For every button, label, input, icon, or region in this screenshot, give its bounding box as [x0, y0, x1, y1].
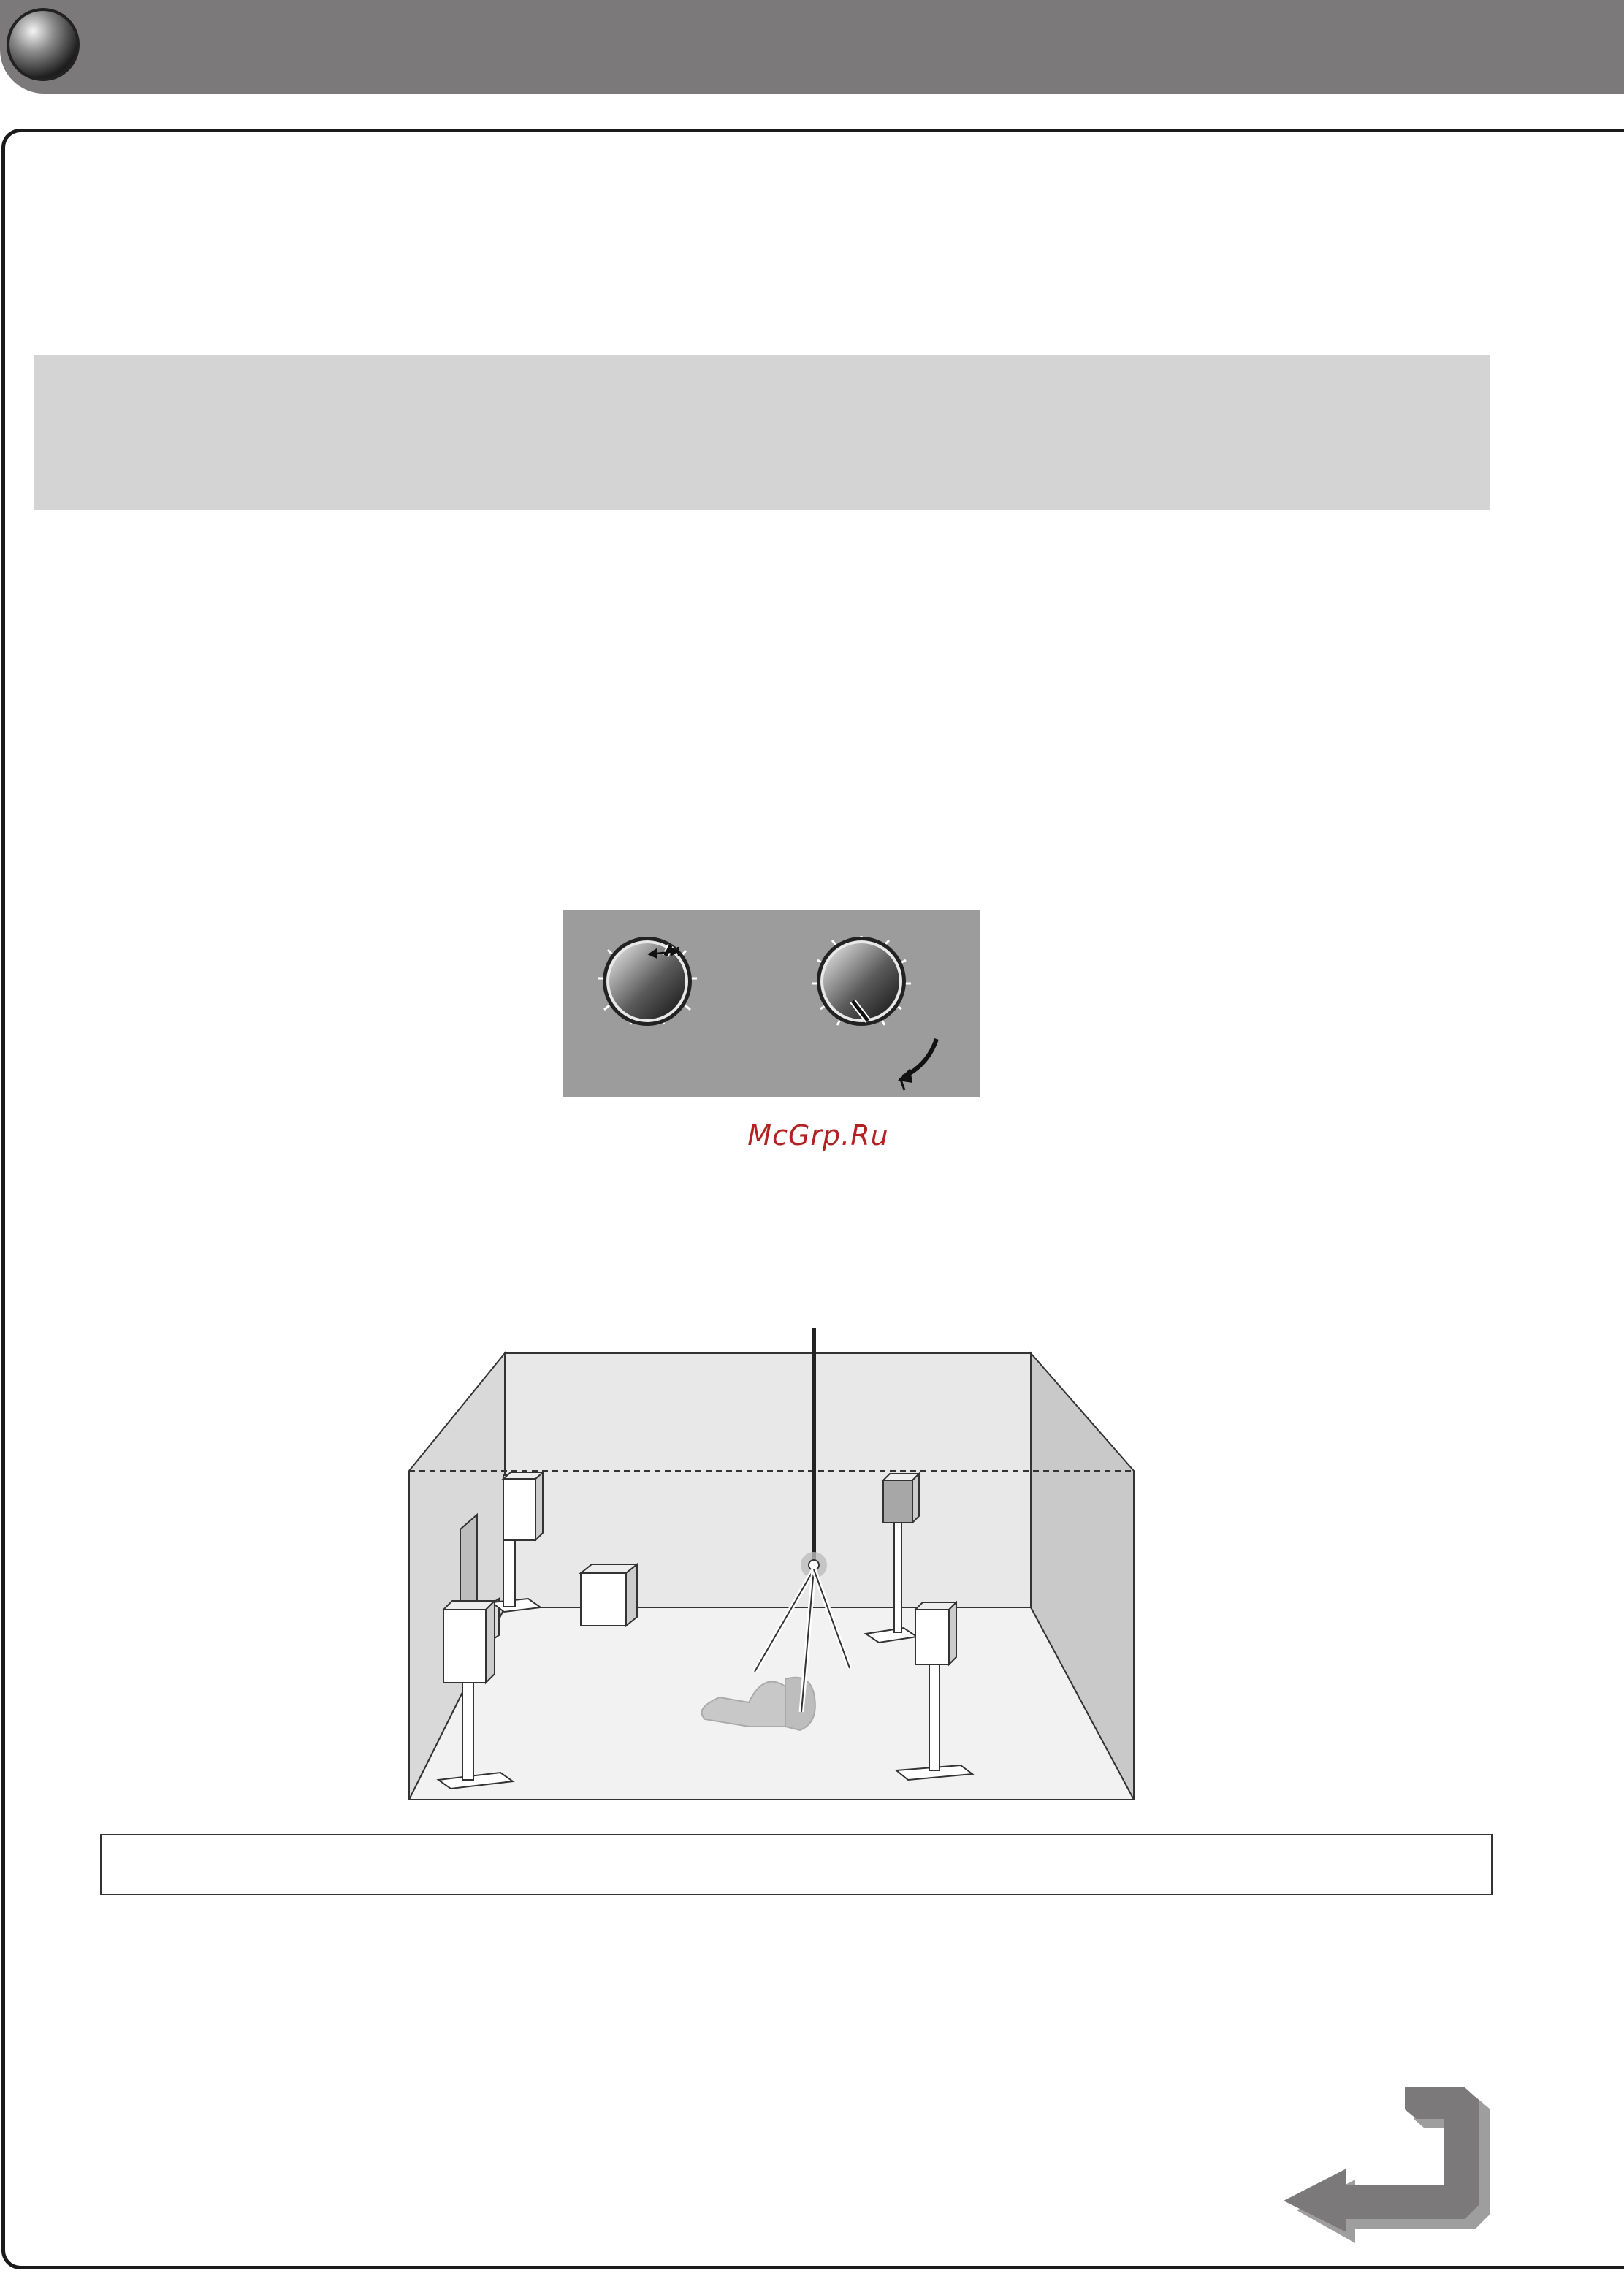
level-knob-icon [812, 936, 937, 1090]
header-bar [0, 0, 1624, 94]
watermark-text: McGrp.Ru [747, 1119, 889, 1152]
knob-panel [563, 910, 980, 1097]
return-arrow-icon[interactable] [1275, 2086, 1494, 2243]
speaker-room-diagram [405, 1328, 1143, 1805]
highlight-band [34, 355, 1490, 510]
volume-knob-icon [598, 937, 697, 1026]
note-box [100, 1834, 1493, 1895]
subwoofer-icon [581, 1564, 637, 1626]
sphere-bullet-icon [4, 6, 82, 83]
